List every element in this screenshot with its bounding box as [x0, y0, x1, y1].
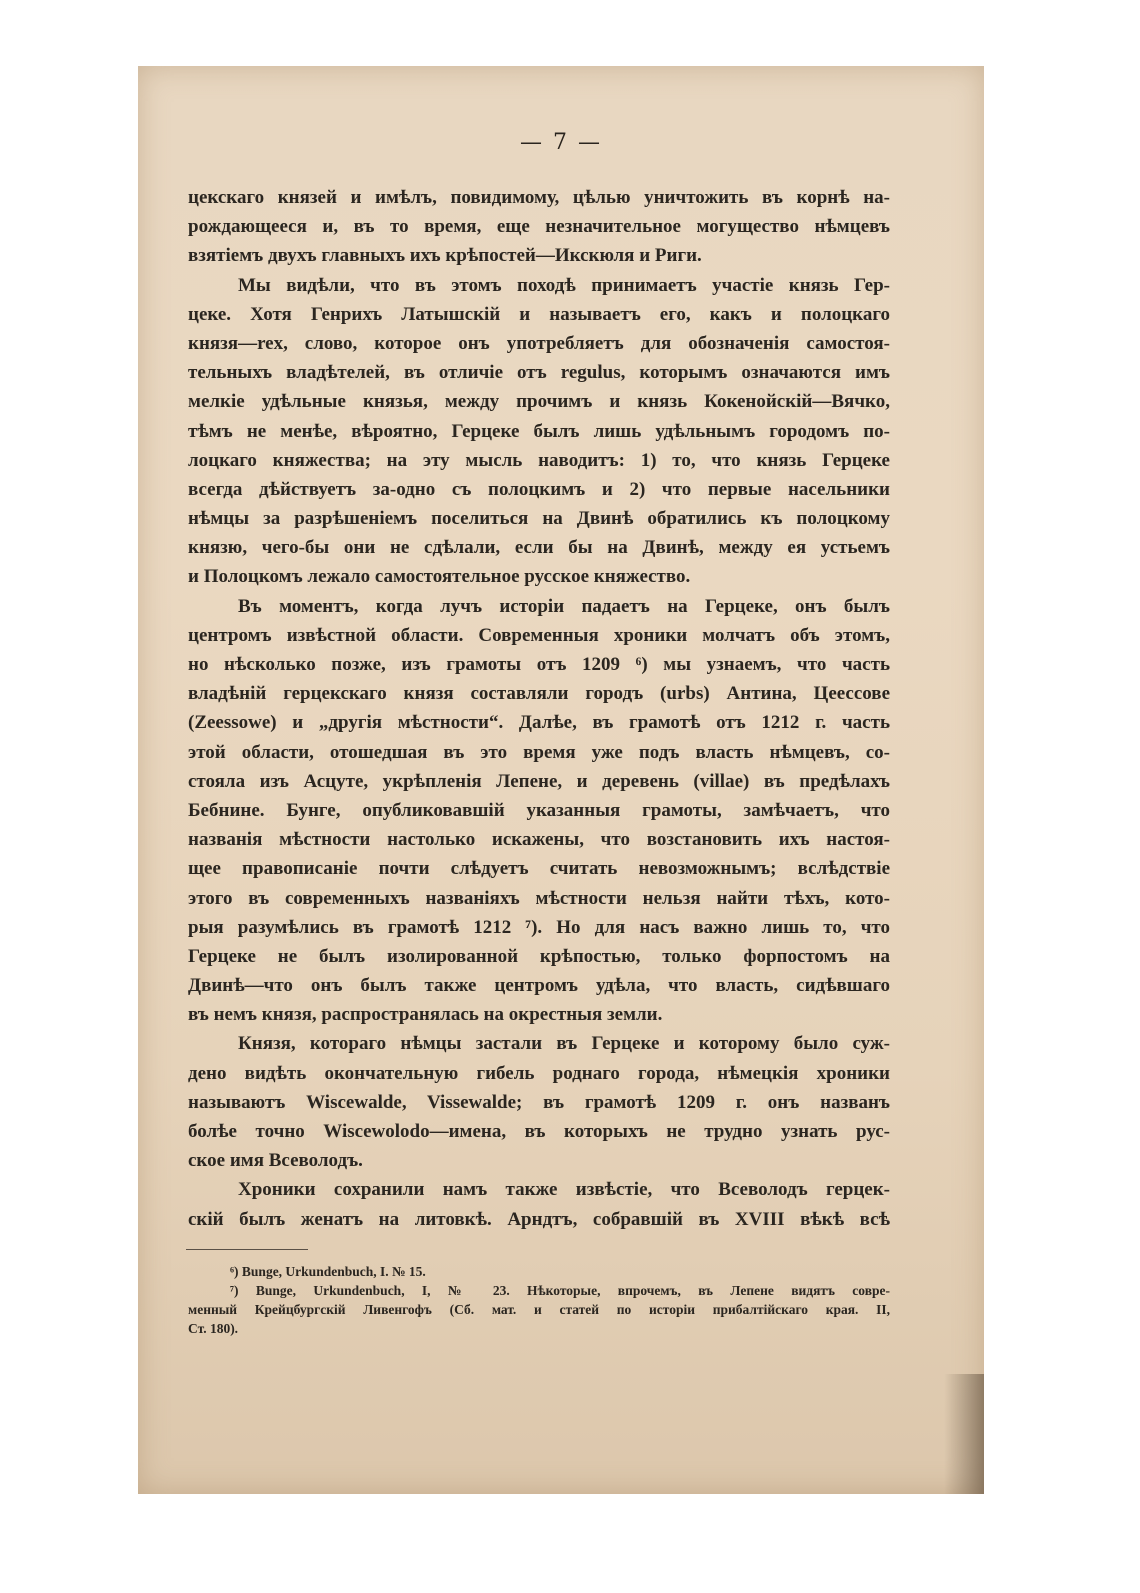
text-line: стояла изъ Асцуте, укрѣпленія Лепене, и деревень (villae) въ предѣлахъ — [188, 770, 890, 792]
scanned-page — [138, 66, 984, 1494]
text-line: въ немъ князя, распространялась на окрестныя земли. — [188, 1004, 663, 1026]
text-line: рыя разумѣлись въ грамотѣ 1212 ⁷). Но для насъ важно лишь то, что — [188, 916, 890, 938]
text-line: Князя, котораго нѣмцы застали въ Герцеке и которому было суж- — [238, 1033, 890, 1055]
text-line: Хроники сохранили намъ также извѣстіе, что Всеволодъ герцек- — [238, 1179, 890, 1201]
text-line: князю, чего-бы они не сдѣлали, если бы на Двинѣ, между ея устьемъ — [188, 537, 890, 559]
text-line: всегда дѣйствуетъ за-одно съ полоцкимъ и 2) что первые насельники — [188, 478, 890, 500]
text-line: этой области, отошедшая въ это время уже подъ власть нѣмцевъ, со- — [188, 741, 890, 763]
footnote-line: ⁶) Bunge, Urkundenbuch, I. № 15. — [230, 1264, 426, 1279]
text-line: Герцеке не былъ изолированной крѣпостью, только форпостомъ на — [188, 945, 890, 967]
text-line: названія мѣстности настолько искажены, что возстановить ихъ настоя- — [188, 829, 890, 851]
text-line: владѣній герцекскаго князя составляли городъ (urbs) Антина, Цеессове — [188, 683, 890, 705]
text-line: щее правописаніе почти слѣдуетъ считать невозможнымъ; вслѣдствіе — [188, 858, 890, 880]
footnote-line: менный Крейцбургскій Ливенгофъ (Сб. мат. и статей по исторіи прибалтійскаго края. II, — [188, 1302, 890, 1317]
footnote-line: Ст. 180). — [188, 1321, 239, 1336]
text-line: но нѣсколько позже, изъ грамоты отъ 1209 ⁶) мы узнаемъ, что часть — [188, 654, 890, 675]
text-line: называютъ Wiscewalde, Vissewalde; въ грамотѣ 1209 г. онъ названъ — [188, 1091, 890, 1113]
text-line: цеке. Хотя Генрихъ Латышскій и называетъ его, какъ и полоцкаго — [188, 303, 890, 325]
text-line: (Zeessowe) и „другія мѣстности“. Далѣе, въ грамотѣ отъ 1212 г. часть — [188, 712, 890, 734]
text-line: князя—rex, слово, которое онъ употребляетъ для обозначенія самостоя- — [188, 332, 890, 354]
text-line: рождающееся и, въ то время, еще незначительное могущество нѣмцевъ — [188, 216, 890, 238]
text-line: тѣмъ не менѣе, вѣроятно, Герцеке былъ лишь удѣльнымъ городомъ по- — [188, 420, 890, 442]
text-line: цекскаго князей и имѣлъ, повидимому, цѣлью уничтожить въ корнѣ на- — [188, 187, 890, 208]
text-line: Бебнине. Бунге, опубликовавшій указанныя грамоты, замѣчаетъ, что — [188, 799, 890, 821]
text-line: лоцкаго княжества; на эту мысль наводитъ: 1) то, что князь Герцеке — [188, 449, 890, 471]
text-line: Въ моментъ, когда лучъ исторіи падаетъ на Герцеке, онъ былъ — [238, 595, 890, 617]
text-line: и Полоцкомъ лежало самостоятельное русское княжество. — [188, 566, 691, 588]
text-line: Мы видѣли, что въ этомъ походѣ принимаетъ участіе князь Гер- — [238, 274, 890, 296]
text-line: Двинѣ—что онъ былъ также центромъ удѣла, что власть, сидѣвшаго — [188, 975, 890, 997]
page-edge-stain — [944, 1374, 984, 1494]
text-line: ское имя Всеволодъ. — [188, 1150, 363, 1172]
text-line: дено видѣть окончательную гибель роднаго города, нѣмецкія хроники — [188, 1062, 890, 1084]
text-line: тельныхъ владѣтелей, въ отличіе отъ regulus, которымъ означаются имъ — [188, 362, 890, 384]
body-text — [188, 183, 890, 1234]
text-line: взятіемъ двухъ главныхъ ихъ крѣпостей—Икскюля и Риги. — [188, 245, 702, 267]
footnotes — [188, 1262, 890, 1338]
footnote-line: ⁷) Bunge, Urkundenbuch, I, № 23. Нѣкоторые, впрочемъ, въ Лепене видятъ совре- — [230, 1283, 890, 1298]
text-line: центромъ извѣстной области. Современныя хроники молчатъ объ этомъ, — [188, 624, 890, 646]
page-number: — 7 — — [520, 130, 602, 155]
text-line: мелкіе удѣльные князья, между прочимъ и князь Кокенойскій—Вячко, — [188, 391, 890, 413]
text-line: скій былъ женатъ на литовкѣ. Арндтъ, собравшій въ XVIII вѣкѣ всѣ — [188, 1208, 890, 1230]
text-line: болѣе точно Wiscewolodo—имена, въ которыхъ не трудно узнать рус- — [188, 1121, 890, 1142]
text-line: нѣмцы за разрѣшеніемъ поселиться на Двинѣ обратились къ полоцкому — [188, 508, 890, 530]
text-line: этого въ современныхъ названіяхъ мѣстности нельзя найти тѣхъ, кото- — [188, 887, 890, 909]
footnote-divider — [186, 1249, 308, 1250]
